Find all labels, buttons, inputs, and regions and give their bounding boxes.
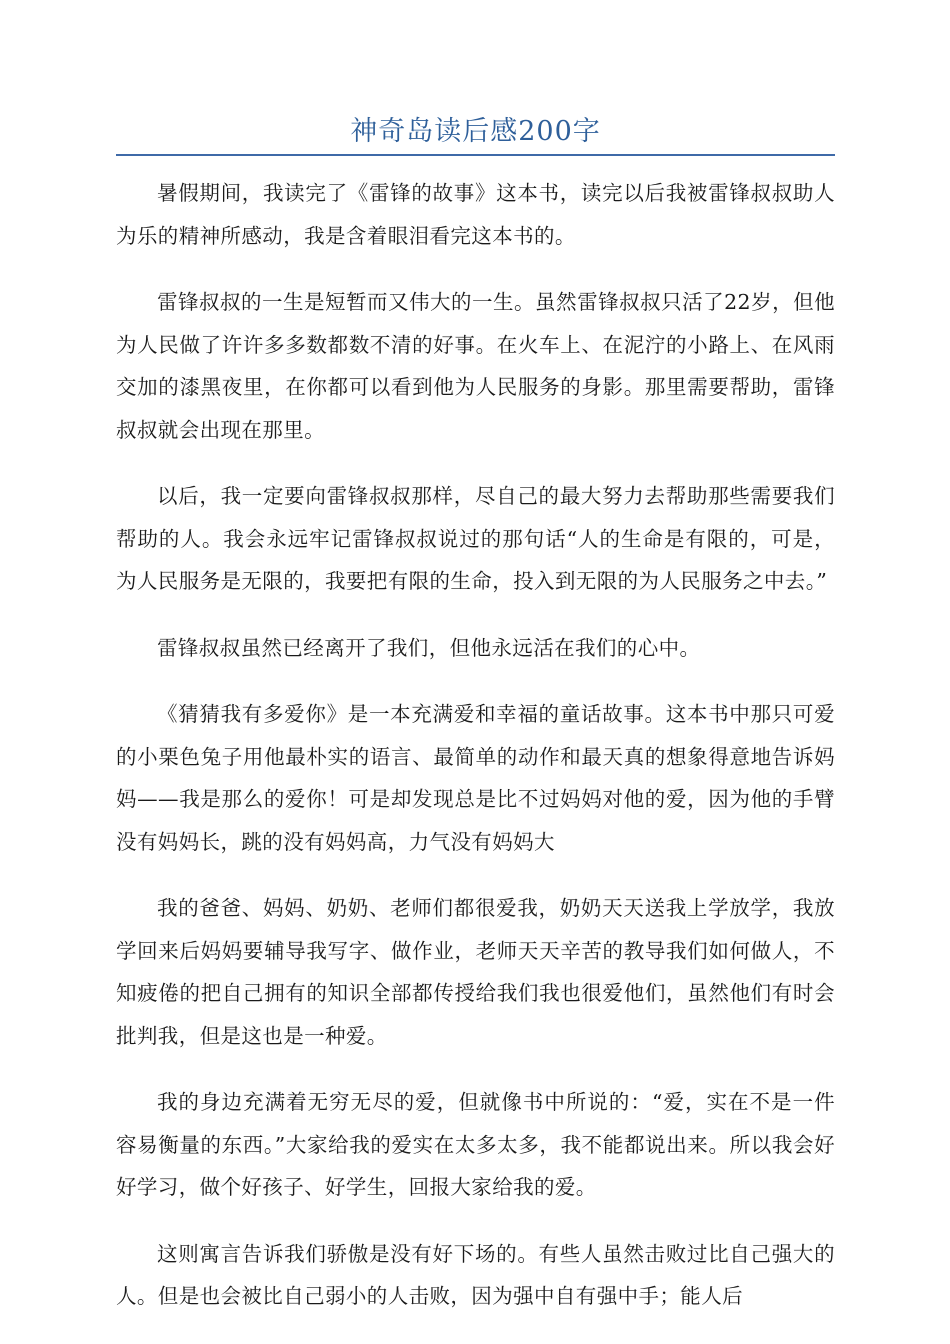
title-underline bbox=[116, 154, 835, 156]
paragraph: 雷锋叔叔的一生是短暂而又伟大的一生。虽然雷锋叔叔只活了22岁，但他为人民做了许许多多数都数不清的好事。在火车上、在泥泞的小路上、在风雨交加的漆黑夜里，在你都可以看到他为人民服务的身影。那里需要帮助，雷锋叔叔就会出现在那里。 bbox=[116, 290, 835, 442]
paragraph: 《猜猜我有多爱你》是一本充满爱和幸福的童话故事。这本书中那只可爱的小栗色兔子用他最朴实的语言、最简单的动作和最天真的想象得意地告诉妈妈——我是那么的爱你！可是却发现总是比不过妈妈对他的爱，因为他的手臂没有妈妈长，跳的没有妈妈高，力气没有妈妈大 bbox=[116, 702, 835, 854]
paragraph: 以后，我一定要向雷锋叔叔那样，尽自己的最大努力去帮助那些需要我们帮助的人。我会永远牢记雷锋叔叔说过的那句话“人的生命是有限的，可是，为人民服务是无限的，我要把有限的生命，投入到无限的为人民服务之中去。” bbox=[116, 484, 835, 593]
paragraph: 这则寓言告诉我们骄傲是没有好下场的。有些人虽然击败过比自己强大的人。但是也会被比自己弱小的人击败，因为强中自有强中手；能人后 bbox=[116, 1241, 835, 1308]
paragraph: 我的爸爸、妈妈、奶奶、老师们都很爱我，奶奶天天送我上学放学，我放学回来后妈妈要辅导我写字、做作业，老师天天辛苦的教导我们如何做人，不知疲倦的把自己拥有的知识全部都传授给我们我也很爱他们，虽然他们有时会批判我，但是这也是一种爱。 bbox=[116, 896, 835, 1048]
paragraph: 雷锋叔叔虽然已经离开了我们，但他永远活在我们的心中。 bbox=[157, 635, 701, 660]
document-title: 神奇岛读后感200字 bbox=[350, 116, 601, 147]
document-body bbox=[116, 172, 835, 1342]
paragraph: 暑假期间，我读完了《雷锋的故事》这本书，读完以后我被雷锋叔叔助人为乐的精神所感动，我是含着眼泪看完这本书的。 bbox=[116, 181, 835, 248]
paragraph: 我的身边充满着无穷无尽的爱，但就像书中所说的：“爱，实在不是一件容易衡量的东西。”大家给我的爱实在太多太多，我不能都说出来。所以我会好好学习，做个好孩子、好学生，回报大家给我的爱。 bbox=[116, 1090, 835, 1199]
